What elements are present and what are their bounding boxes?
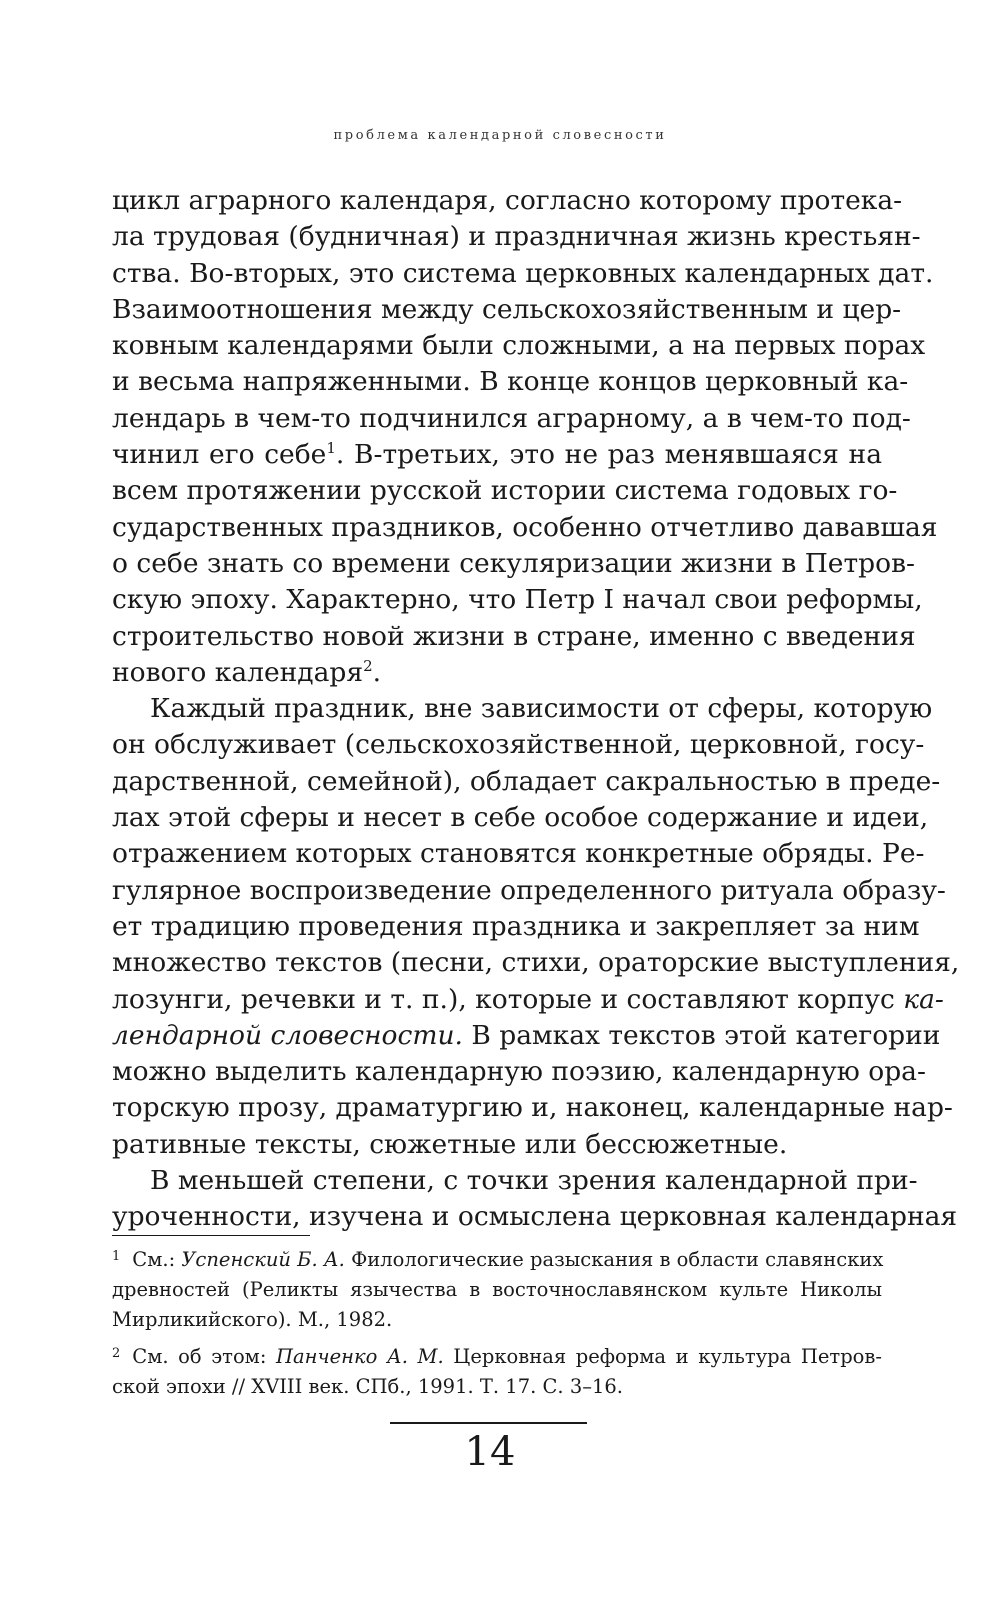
- text-line: ет традицию проведения праздника и закрепляет за ним: [112, 910, 920, 942]
- page-number-rule: [390, 1422, 587, 1424]
- text-line: В меньшей степени, с точки зрения календарной при-: [150, 1165, 918, 1197]
- text-line: лах этой сферы и несет в себе особое содержание и идеи,: [112, 802, 929, 834]
- text-line: ративные тексты, сюжетные или бессюжетные.: [112, 1128, 788, 1160]
- text-line: он обслуживает (сельскохозяйственной, церковной, госу-: [112, 729, 925, 761]
- text-line: скую эпоху. Характерно, что Петр I начал свои реформы,: [112, 584, 923, 616]
- text-line: [112, 655, 882, 691]
- text-line: о себе знать со времени секуляризации жизни в Петров-: [112, 547, 915, 579]
- text-line: лендарь в чем-то подчинился аграрному, а в чем-то под-: [112, 402, 911, 434]
- text-segment: .: [372, 656, 382, 688]
- footnote-divider: [112, 1235, 310, 1236]
- text-segment: лозунги, речевки и т. п.), которые и составляют корпус: [112, 983, 904, 1015]
- text-line: [112, 1018, 941, 1054]
- text-segment: чинил его себе: [112, 439, 327, 471]
- footnote-line: древностей (Реликты язычества в восточнославянском культе Николы: [112, 1278, 882, 1301]
- text-line: отражением которых становятся конкретные обряды. Ре-: [112, 838, 925, 870]
- text-line: Взаимоотношения между сельскохозяйственным и цер-: [112, 293, 902, 325]
- text-line: [112, 982, 944, 1018]
- footnotes: [112, 1245, 882, 1402]
- text-line: цикл аграрного календаря, согласно которому протека-: [112, 185, 903, 216]
- running-head: проблема календарной словесности: [333, 128, 667, 143]
- text-line: дарственной, семейной), обладает сакральностью в преде-: [112, 765, 941, 797]
- text-line: и весьма напряженными. В конце концов церковный ка-: [112, 366, 909, 398]
- footnote-text: См.:: [132, 1248, 182, 1271]
- footnote-2: [112, 1342, 882, 1372]
- footnote-author: Успенский Б. А.: [181, 1248, 345, 1271]
- text-line: торскую прозу, драматургию и, наконец, календарные нар-: [112, 1092, 953, 1124]
- footnote-line: Мирликийского). М., 1982.: [112, 1308, 393, 1331]
- footnote-number: 1: [112, 1249, 121, 1264]
- text-line: ковным календарями были сложными, а на первых порах: [112, 330, 926, 362]
- footnote-line: ской эпохи // XVIII век. СПб., 1991. Т. 17. С. 3–16.: [112, 1375, 623, 1398]
- text-line: сударственных праздников, особенно отчетливо дававшая: [112, 511, 938, 543]
- footnote-1: [112, 1245, 882, 1275]
- footnote-ref-2[interactable]: 2: [363, 656, 373, 675]
- footnote-text: Филологические разыскания в области славянских: [344, 1248, 884, 1271]
- body-text: [112, 183, 960, 1236]
- text-line: гулярное воспроизведение определенного ритуала образу-: [112, 874, 946, 906]
- text-line: уроченности, изучена и осмыслена церковная календарная: [112, 1201, 958, 1233]
- footnote-number: 2: [112, 1346, 121, 1361]
- footnote-text: Церковная реформа и культура Петров-: [443, 1345, 882, 1368]
- text-line: ла трудовая (будничная) и праздничная жизнь крестьян-: [112, 221, 921, 253]
- text-line: можно выделить календарную поэзию, календарную ора-: [112, 1056, 926, 1088]
- italic-term: лендарной словесности.: [112, 1019, 463, 1051]
- text-segment: нового календаря: [112, 656, 364, 688]
- text-line: ства. Во-вторых, это система церковных календарных дат.: [112, 257, 934, 289]
- text-segment: В рамках текстов этой категории: [462, 1019, 941, 1051]
- page-number: 14: [464, 1429, 516, 1475]
- text-segment: . В-третьих, это не раз менявшаяся на: [335, 439, 883, 471]
- footnote-author: Панченко А. М.: [276, 1345, 444, 1368]
- footnote-ref-1[interactable]: 1: [326, 439, 336, 458]
- text-line: множество текстов (песни, стихи, ораторские выступления,: [112, 947, 960, 979]
- footnote-text: См. об этом:: [132, 1345, 277, 1368]
- italic-term: ка-: [903, 983, 944, 1015]
- text-line: строительство новой жизни в стране, именно с введения: [112, 620, 916, 652]
- text-line: Каждый праздник, вне зависимости от сферы, которую: [150, 693, 933, 725]
- text-line: всем протяжении русской истории система годовых го-: [112, 475, 898, 507]
- text-line: [112, 437, 882, 473]
